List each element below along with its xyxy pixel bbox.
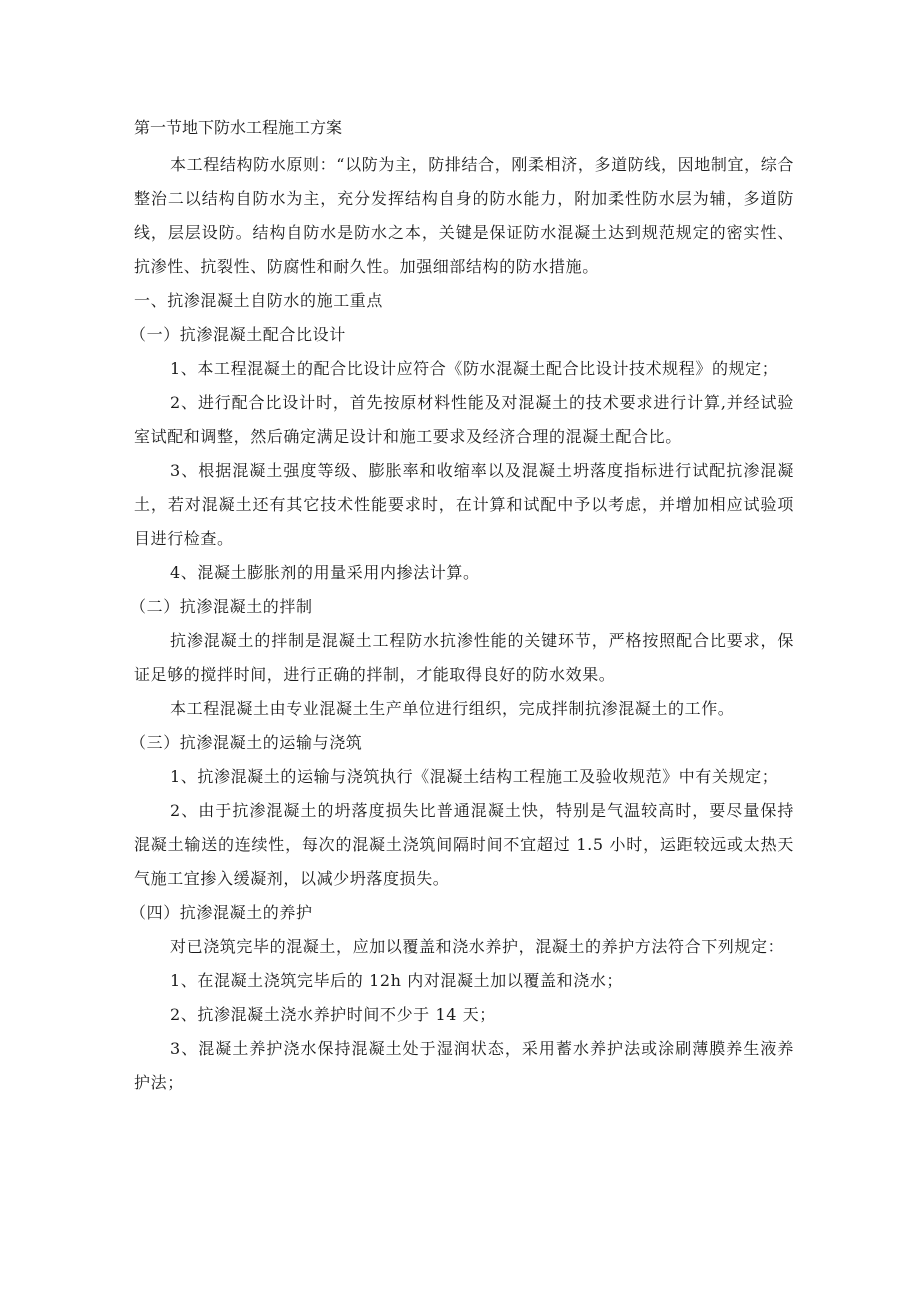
body-paragraph: 本工程结构防水原则：“以防为主，防排结合，刚柔相济，多道防线，因地制宜，综合整治二以结构自防水为主，充分发挥结构自身的防水能力，附加柔性防水层为辅，多道防线，层层设防。结构自防水是防水之本，关键是保证防水混凝土达到规范规定的密实性、抗渗性、抗裂性、防腐性和耐久性。加强细部结构的防水措施。: [134, 155, 794, 276]
body-paragraph: 3、根据混凝土强度等级、膨胀率和收缩率以及混凝土坍落度指标进行试配抗渗混凝土，若对混凝土还有其它技术性能要求时，在计算和试配中予以考虑，并增加相应试验项目进行检查。: [134, 461, 794, 548]
body-paragraph: 抗渗混凝土的拌制是混凝土工程防水抗渗性能的关键环节，严格按照配合比要求，保证足够的搅拌时间，进行正确的拌制，才能取得良好的防水效果。: [134, 631, 794, 684]
body-paragraph: 对已浇筑完毕的混凝土，应加以覆盖和浇水养护，混凝土的养护方法符合下列规定：: [170, 937, 785, 956]
section-heading: （四）抗渗混凝土的养护: [130, 903, 313, 922]
body-paragraph: 本工程混凝土由专业混凝土生产单位进行组织，完成拌制抗渗混凝土的工作。: [170, 699, 735, 718]
body-paragraph: 2、进行配合比设计时，首先按原材料性能及对混凝土的技术要求进行计算,并经试验室试配和调整，然后确定满足设计和施工要求及经济合理的混凝土配合比。: [134, 393, 794, 446]
document-body: [130, 114, 794, 1100]
document-title: 第一节地下防水工程施工方案: [134, 118, 343, 137]
body-paragraph: 2、由于抗渗混凝土的坍落度损失比普通混凝土快，特别是气温较高时，要尽量保持混凝土输送的连续性，每次的混凝土浇筑间隔时间不宜超过 1.5 小时，运距较远或太热天气施工宜掺入缓凝剂，以减少坍落度损失。: [134, 801, 794, 888]
section-heading: （一）抗渗混凝土配合比设计: [130, 325, 346, 344]
section-heading: （二）抗渗混凝土的拌制: [130, 597, 313, 616]
section-heading: 一、抗渗混凝土自防水的施工重点: [134, 291, 384, 310]
body-paragraph: 1、本工程混凝土的配合比设计应符合《防水混凝土配合比设计技术规程》的规定；: [170, 359, 779, 378]
body-paragraph: 4、混凝土膨胀剂的用量采用内掺法计算。: [170, 563, 480, 582]
body-paragraph: 3、混凝土养护浇水保持混凝土处于湿润状态，采用蓄水养护法或涂刷薄膜养生液养护法；: [134, 1039, 794, 1092]
paragraph-list: [130, 148, 794, 1100]
body-paragraph: 1、抗渗混凝土的运输与浇筑执行《混凝土结构工程施工及验收规范》中有关规定；: [170, 767, 779, 786]
section-heading: （三）抗渗混凝土的运输与浇筑: [130, 733, 363, 752]
body-paragraph: 1、在混凝土浇筑完毕后的 12h 内对混凝土加以覆盖和浇水；: [170, 971, 624, 990]
body-paragraph: 2、抗渗混凝土浇水养护时间不少于 14 天；: [170, 1005, 496, 1024]
